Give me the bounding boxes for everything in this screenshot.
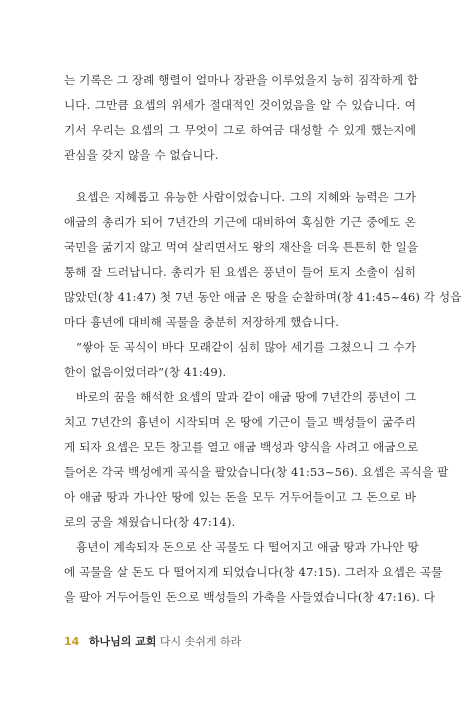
paragraph-1-line-3: 기서 우리는 요셉의 그 무엇이 그로 하여금 대성할 수 있게 했는지에 [64,123,416,137]
page-number: 14 [64,635,80,648]
paragraph-4-line-2: 치고 7년간의 흉년이 시작되며 온 땅에 기근이 들고 백성들이 굶주리 [64,415,416,429]
paragraph-1-line-4: 관심을 갖지 않을 수 없습니다. [64,148,219,162]
paragraph-2-line-4: 통해 잘 드러납니다. 총리가 된 요셉은 풍년이 들어 토지 소출이 심히 [64,265,416,279]
paragraph-1-line-2: 니다. 그만큼 요셉의 위세가 절대적인 것이었음을 알 수 있습니다. 여 [64,98,416,112]
paragraph-5-line-2: 에 곡물을 살 돈도 다 떨어지게 되었습니다(창 47:15). 그러자 요셉은 곡물 [64,565,443,579]
paragraph-5-line-3: 을 팔아 거두어들인 돈으로 백성들의 가축을 사들였습니다(창 47:16). 다 [64,590,436,604]
paragraph-2-line-2: 애굽의 총리가 되어 7년간의 기근에 대비하여 혹심한 기근 중에도 온 [64,215,416,229]
paragraph-1-line-1: 는 기록은 그 장례 행렬이 얼마나 장관을 이루었을지 능히 짐작하게 합 [64,73,419,87]
book-title-bold: 하나님의 교회 [88,635,157,648]
paragraph-4-line-4: 들어온 각국 백성에게 곡식을 팔았습니다(창 41:53~56). 요셉은 곡식을 팔 [64,465,449,479]
paragraph-2-line-1: 요셉은 지혜롭고 유능한 사람이었습니다. 그의 지혜와 능력은 그가 [76,190,416,204]
paragraph-5-line-1: 흉년이 계속되자 돈으로 산 곡물도 다 떨어지고 애굽 땅과 가나안 땅 [76,540,419,554]
paragraph-2-line-5: 많았던(창 41:47) 첫 7년 동안 애굽 온 땅을 순찰하며(창 41:45~46) 각 성읍 [64,290,462,304]
paragraph-4-line-6: 로의 궁을 채웠습니다(창 47:14). [64,515,236,529]
paragraph-4-line-1: 바로의 꿈을 해석한 요셉의 말과 같이 애굽 땅에 7년간의 풍년이 그 [76,390,416,404]
quote-line-1: “쌓아 둔 곡식이 바다 모래같이 심히 많아 세기를 그쳤으니 그 수가 [76,340,416,354]
page-footer [64,635,241,649]
paragraph-4-line-5: 아 애굽 땅과 가나안 땅에 있는 돈을 모두 거두어들이고 그 돈으로 바 [64,490,416,504]
paragraph-2-line-6: 마다 흉년에 대비해 곡물을 충분히 저장하게 했습니다. [64,315,340,329]
quote-line-2: 한이 없음이었더라”(창 41:49). [64,365,227,379]
book-title-rest: 다시 솟쉬게 하라 [159,635,242,648]
paragraph-2-line-3: 국민을 굶기지 않고 먹여 살리면서도 왕의 재산을 더욱 튼튼히 한 일을 [64,240,419,254]
paragraph-4-line-3: 게 되자 요셉은 모든 창고를 열고 애굽 백성과 양식을 사려고 애굽으로 [64,440,419,454]
